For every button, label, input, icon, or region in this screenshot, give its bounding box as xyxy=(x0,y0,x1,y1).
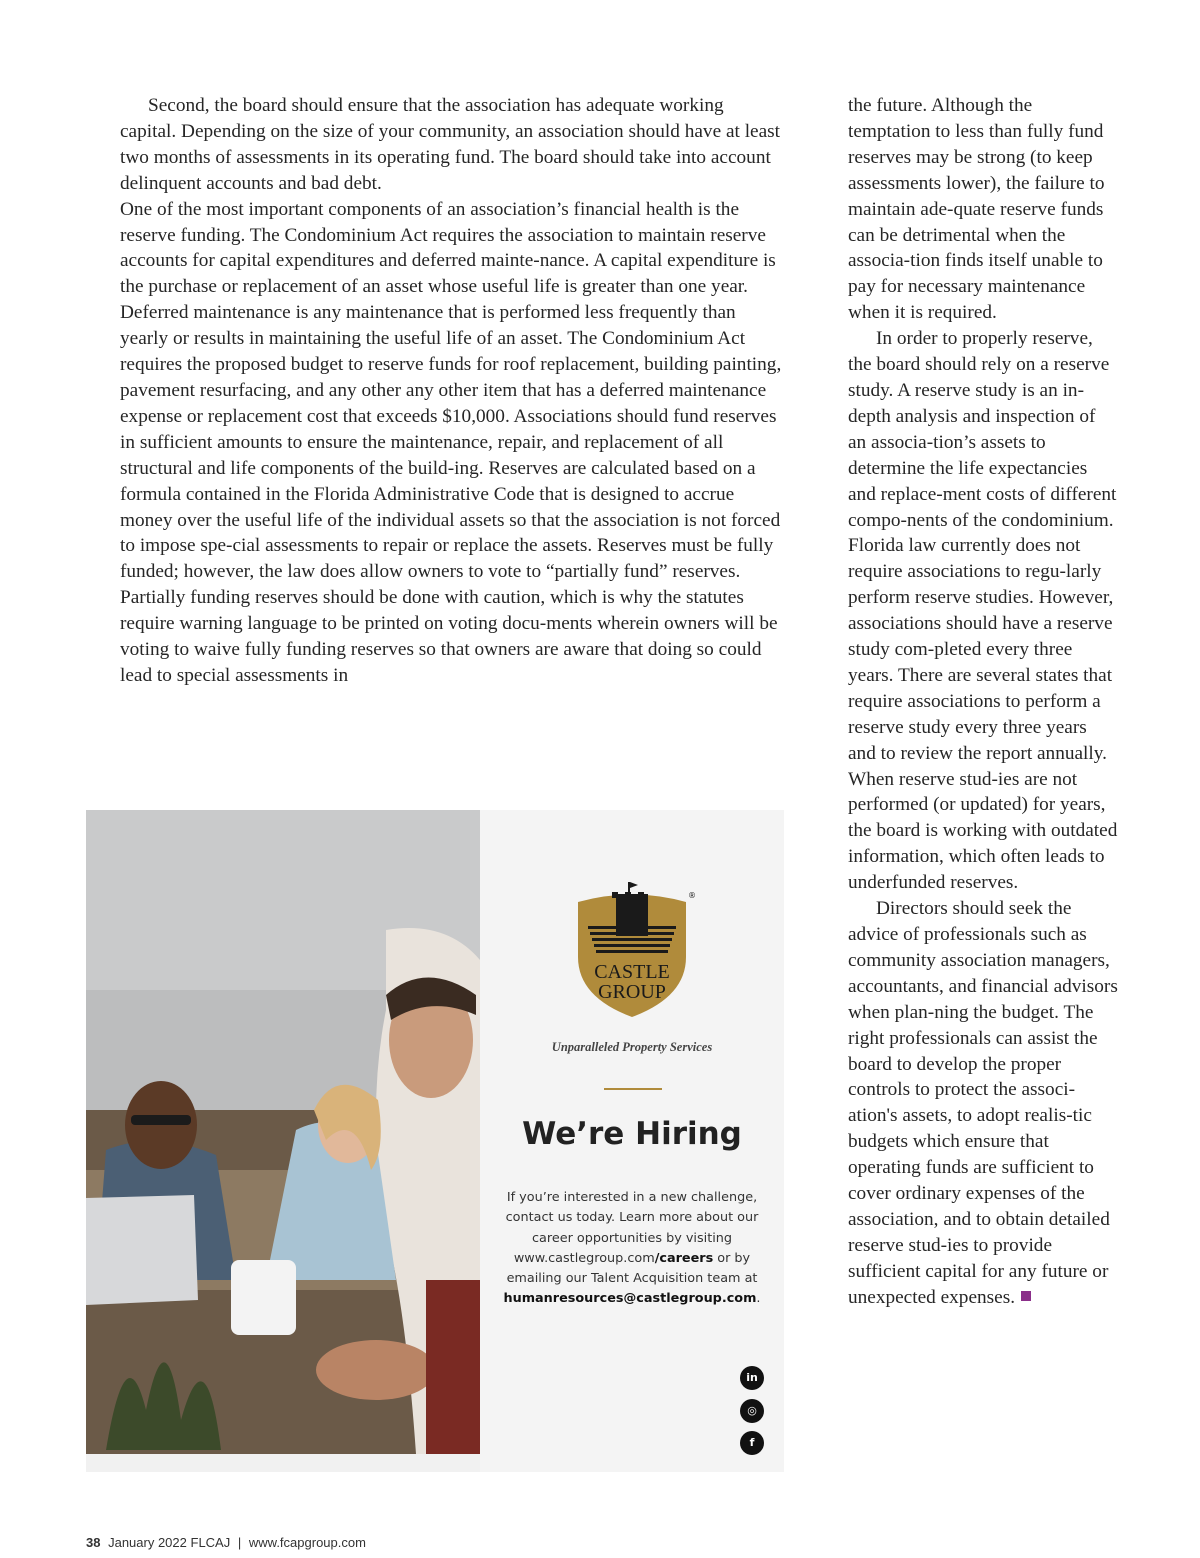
paragraph-reserve-study: In order to properly reserve, the board should rely on a reserve study. A reserve study is an in-depth analysis and inspection of an associa-tion’s assets to determine the life expectancies and replace-ment costs of different compo-nents of the condominium. Florida law currently does not require associations to regu-larly perform reserve studies. However, associations should have a reserve study com-pleted every three years. There are several states that require associations to perform a reserve study every three years and to review the report annually. When reserve stud-ies are not performed (or updated) for years, the board is working with outdated information, which often leads to underfunded reserves. xyxy=(848,328,1118,894)
footer-separator: | xyxy=(237,1535,242,1550)
ad-body-text: If you’re interested in a new challenge, contact us today. Learn more about our career opportunities by visiting www.castlegroup.com xyxy=(505,1190,759,1266)
ad-body-text-mid: or by emailing our Talent Acquisition team at xyxy=(506,1250,758,1287)
gold-divider xyxy=(604,1088,662,1090)
instagram-icon[interactable]: ◎ xyxy=(740,1399,764,1423)
registered-mark: ® xyxy=(688,891,696,900)
page-number: 38 xyxy=(86,1535,101,1550)
paragraph-directors xyxy=(848,896,1118,1311)
hr-email-link[interactable]: humanresources@castlegroup.com xyxy=(503,1291,757,1307)
issue-date: January 2022 xyxy=(108,1535,187,1550)
paragraph-reserve-funding: One of the most important components of an association’s financial health is the reserve funding. The Condominium Act requires the association to maintain reserve accounts for capital expenditures and deferred mainte-nance. A capital expenditure is the purchase or replacement of an asset whose useful life is greater than one year. Deferred maintenance is any maintenance that is performed less frequently than yearly or results in maintaining the useful life of an asset. The Condominium Act requires the proposed budget to reserve funds for roof replacement, building painting, pavement resurfacing, and any other any other item that has a deferred maintenance expense or replacement cost that exceeds $10,000. Associations should fund reserves in sufficient amounts to ensure the maintenance, repair, and replacement of all structural and life components of the build-ing. Reserves are calculated based on a formula contained in the Florida Administrative Code that is designed to accrue money over the useful life of the individual assets so that the association is not forced to impose spe-cial assessments to repair or replace the assets. Reserves must be fully funded; however, the law does allow owners to vote to “partially fund” reserves. Partially funding reserves should be done with caution, which is why the statutes require warning language to be printed on voting docu-ments wherein owners will be voting to waive fully funding reserves so that owners are aware that doing so could lead to special assessments in xyxy=(120,198,782,686)
end-mark-icon xyxy=(1021,1291,1031,1301)
page-footer xyxy=(86,1535,366,1550)
right-column xyxy=(848,93,1118,1311)
linkedin-icon[interactable]: in xyxy=(740,1366,764,1390)
ad-headline: We’re Hiring xyxy=(522,1116,742,1152)
left-column xyxy=(120,93,782,689)
paragraph-directors-text: Directors should seek the advice of professionals such as community association managers, accountants, and financial advisors when plan-ning the budget. The right professionals can assist the board to develop the proper controls to protect the associ-ation's assets, to adopt realis-tic budgets which ensure that operating funds are sufficient to cover ordinary expenses of the association, and to obtain detailed reserve stud-ies to provide sufficient capital for any future or unexpected expenses. xyxy=(848,898,1118,1308)
website-link[interactable]: www.fcapgroup.com xyxy=(248,1535,366,1550)
facebook-icon[interactable]: f xyxy=(740,1431,764,1455)
meeting-photo-illustration xyxy=(86,810,480,1454)
paragraph-working-capital: Second, the board should ensure that the association has adequate working capital. Depending on the size of your community, an association should have at least two months of assessments in its operating fund. The board should take into account delinquent accounts and bad debt. xyxy=(120,95,781,194)
ad-tagline: Unparalleled Property Services xyxy=(551,1040,713,1054)
castle-group-logo xyxy=(568,882,696,1022)
publication-name: FLCAJ xyxy=(190,1535,231,1550)
meeting-photo xyxy=(86,810,480,1454)
castle-group-ad xyxy=(86,810,784,1472)
logo-text-castle: CASTLE xyxy=(594,961,670,983)
ad-body xyxy=(498,1188,766,1310)
ad-panel xyxy=(480,810,784,1472)
ad-body-period: . xyxy=(756,1291,761,1307)
careers-link[interactable]: /careers xyxy=(654,1250,714,1266)
logo-text-group: GROUP xyxy=(598,981,666,1003)
paragraph-future: the future. Although the temptation to less than fully fund reserves may be strong (to keep assessments lower), the failure to maintain ade-quate reserve funds can be detrimental when the associa-tion finds itself unable to pay for necessary maintenance when it is required. xyxy=(848,95,1105,324)
